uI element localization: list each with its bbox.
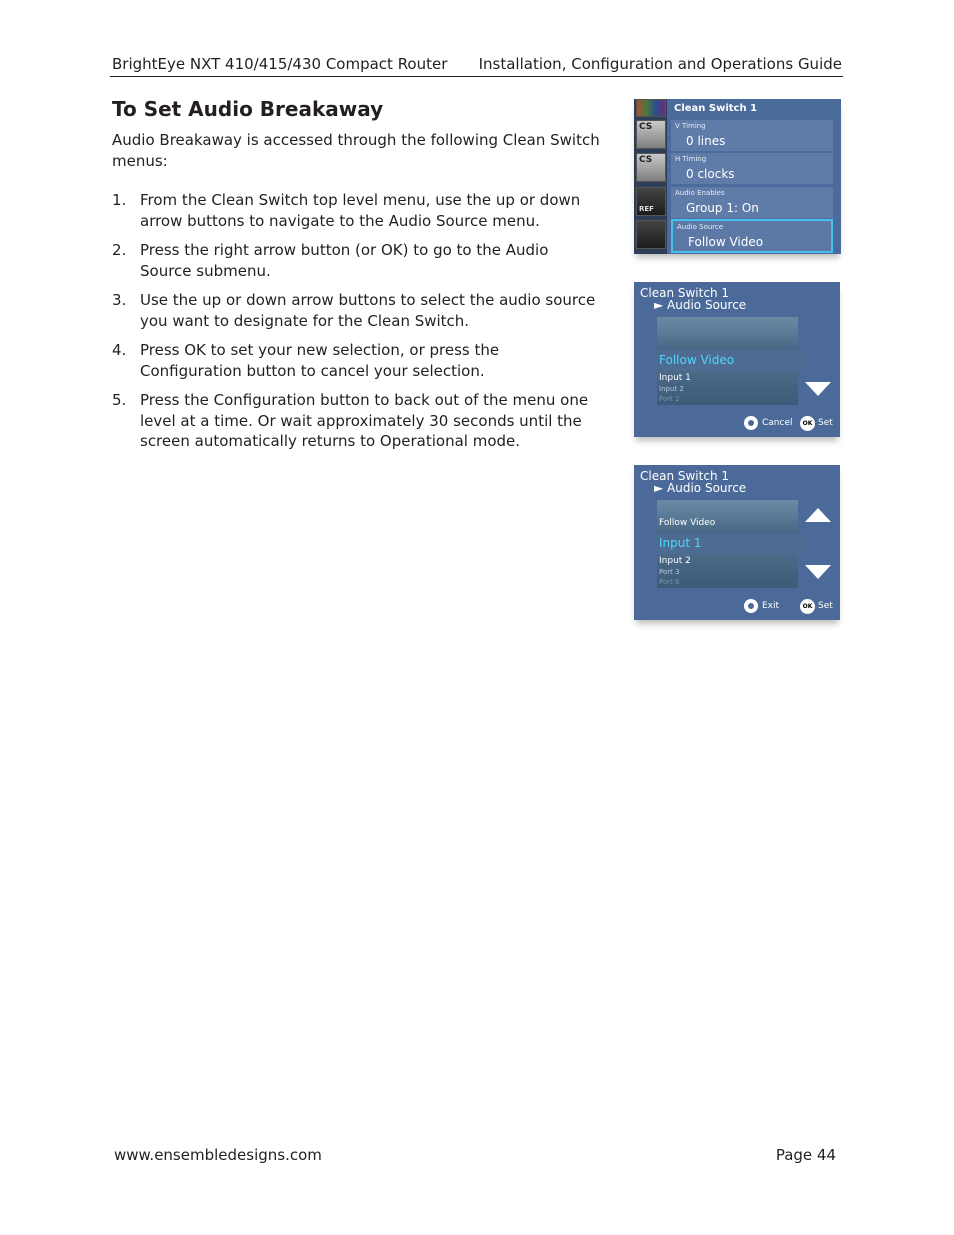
menu-row-label: V Timing — [675, 122, 706, 130]
option-item[interactable]: Port 2 — [659, 395, 680, 403]
menu-row-label: Audio Source — [677, 223, 724, 231]
arrow-down-icon — [805, 565, 831, 579]
step-number: 2. — [112, 241, 127, 259]
exit-label: Exit — [762, 601, 780, 611]
set-label: Set — [818, 601, 833, 611]
submenu-title: Clean Switch 1 — [640, 286, 729, 300]
submenu-subtitle: ► Audio Source — [654, 298, 747, 312]
video-bars-icon — [636, 99, 666, 117]
audio-source-submenu-screenshot — [634, 282, 840, 437]
menu-row-audio-enables[interactable] — [671, 187, 833, 218]
step-number: 4. — [112, 341, 127, 359]
step-text: From the Clean Switch top level menu, use the up or down arrow buttons to navigate to the Audio Source menu. — [140, 191, 581, 230]
menu-row-value: Group 1: On — [686, 201, 759, 215]
step-item — [112, 340, 604, 381]
cancel-label: Cancel — [762, 418, 793, 428]
header-product: BrightEye NXT 410/415/430 Compact Router — [112, 55, 448, 73]
step-text: Press OK to set your new selection, or press the Configuration button to cancel your selection. — [140, 341, 500, 380]
arrow-up-icon — [805, 508, 831, 522]
option-item[interactable]: Input 2 — [659, 556, 691, 566]
step-text: Use the up or down arrow buttons to select the audio source you want to designate for the Clean Switch. — [140, 291, 596, 330]
clean-switch-icon: CS — [636, 120, 666, 149]
header-rule — [110, 76, 843, 77]
set-label: Set — [818, 418, 833, 428]
reference-icon: REF — [636, 187, 666, 216]
menu-row-audio-source[interactable] — [671, 219, 833, 253]
menu-icon-column — [634, 99, 667, 254]
ok-icon: OK — [800, 416, 815, 431]
steps-list — [112, 190, 604, 461]
ok-icon: OK — [800, 599, 815, 614]
selected-option-label: Input 1 — [659, 536, 702, 550]
gear-icon — [744, 599, 758, 613]
option-item[interactable]: Input 1 — [659, 373, 691, 383]
header-guide-title: Installation, Configuration and Operations Guide — [478, 55, 842, 73]
option-item[interactable]: Port 3 — [659, 568, 680, 576]
menu-row-value: 0 lines — [686, 134, 726, 148]
menu-row-value: Follow Video — [688, 235, 764, 249]
clean-switch-menu-screenshot — [634, 99, 841, 254]
option-item[interactable]: Port 6 — [659, 578, 680, 586]
option-item[interactable]: Follow Video — [659, 518, 716, 528]
menu-row-label: H Timing — [675, 155, 707, 163]
step-item — [112, 390, 604, 452]
footer-website: www.ensembledesigns.com — [114, 1146, 322, 1164]
section-intro: Audio Breakaway is accessed through the following Clean Switch menus: — [112, 131, 600, 170]
menu-row-h-timing[interactable] — [671, 153, 833, 184]
step-text: Press the right arrow button (or OK) to go to the Audio Source submenu. — [140, 241, 549, 280]
arrow-down-icon — [805, 382, 831, 396]
menu-row-label: Audio Enables — [675, 189, 725, 197]
submenu-subtitle: ► Audio Source — [654, 481, 747, 495]
ethernet-icon — [636, 220, 666, 249]
step-item — [112, 290, 604, 331]
step-item — [112, 190, 604, 231]
selected-option-label: Follow Video — [659, 353, 735, 367]
step-text: Press the Configuration button to back out of the menu one level at a time. Or wait approximately 30 seconds until the screen automatically returns to Operational mode. — [140, 391, 589, 450]
step-number: 3. — [112, 291, 127, 309]
step-number: 1. — [112, 191, 127, 209]
submenu-title: Clean Switch 1 — [640, 469, 729, 483]
option-item[interactable]: Input 2 — [659, 385, 684, 393]
gear-icon — [744, 416, 758, 430]
section-title: To Set Audio Breakaway — [112, 97, 384, 121]
selected-option[interactable] — [655, 350, 806, 371]
menu-heading: Clean Switch 1 — [674, 103, 758, 114]
step-item — [112, 240, 604, 281]
step-number: 5. — [112, 391, 127, 409]
clean-switch-icon: CS — [636, 153, 666, 182]
menu-row-v-timing[interactable] — [671, 120, 833, 151]
page-number: Page 44 — [775, 1146, 836, 1164]
audio-source-input-screenshot — [634, 465, 840, 620]
selected-option[interactable] — [655, 533, 806, 554]
menu-row-value: 0 clocks — [686, 167, 735, 181]
